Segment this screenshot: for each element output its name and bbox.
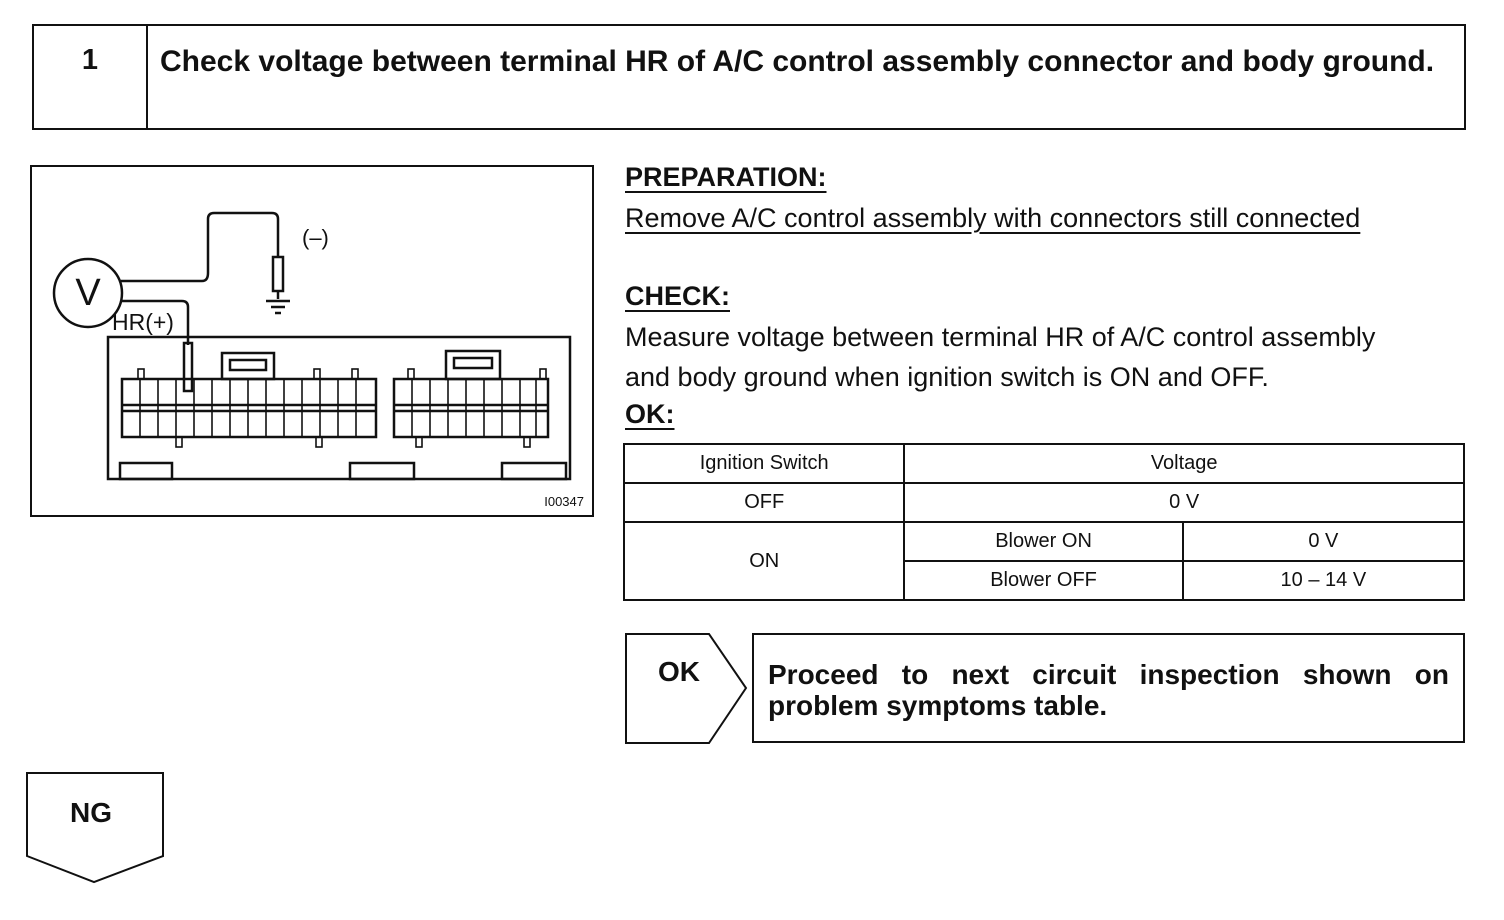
negative-probe-icon bbox=[273, 257, 283, 291]
table-row bbox=[624, 483, 1464, 522]
cell-ignition-on: ON bbox=[624, 522, 904, 600]
voltmeter-label: V bbox=[75, 271, 101, 314]
voltage-spec-table bbox=[623, 443, 1465, 601]
ok-arrow-icon bbox=[625, 633, 749, 745]
preparation-heading: PREPARATION: bbox=[625, 162, 827, 192]
check-text-line1: Measure voltage between terminal HR of A/C control assembly bbox=[625, 322, 1376, 352]
ok-result-text: Proceed to next circuit inspection shown on problem symptoms table. bbox=[752, 633, 1465, 743]
negative-terminal-label: (–) bbox=[302, 225, 329, 250]
cell-voltage-off: 0 V bbox=[904, 483, 1464, 522]
preparation-text: Remove A/C control assembly with connectors still connected bbox=[625, 203, 1361, 233]
table-header-row bbox=[624, 444, 1464, 483]
positive-probe-icon bbox=[184, 343, 192, 391]
connector-diagram bbox=[30, 165, 594, 517]
cell-blower-off-voltage: 10 – 14 V bbox=[1183, 561, 1464, 600]
cell-blower-on: Blower ON bbox=[904, 522, 1182, 561]
header-voltage: Voltage bbox=[904, 444, 1464, 483]
cell-blower-on-voltage: 0 V bbox=[1183, 522, 1464, 561]
table-row bbox=[624, 522, 1464, 561]
step-title: Check voltage between terminal HR of A/C control assembly connector and body ground. bbox=[160, 45, 1435, 78]
hr-terminal-label: HR(+) bbox=[112, 309, 174, 335]
ok-heading: OK: bbox=[625, 399, 675, 429]
check-heading: CHECK: bbox=[625, 281, 730, 311]
connector-diagram-drawing bbox=[32, 167, 596, 519]
cell-blower-off: Blower OFF bbox=[904, 561, 1182, 600]
ng-label: NG bbox=[70, 797, 112, 828]
step-header bbox=[32, 24, 1466, 130]
cell-ignition-off: OFF bbox=[624, 483, 904, 522]
ok-label: OK bbox=[658, 656, 700, 687]
check-text-line2: and body ground when ignition switch is ON and OFF. bbox=[625, 362, 1269, 392]
ground-icon bbox=[266, 301, 290, 313]
header-ignition-switch: Ignition Switch bbox=[624, 444, 904, 483]
figure-id: I00347 bbox=[544, 494, 584, 509]
step-number: 1 bbox=[34, 26, 148, 128]
